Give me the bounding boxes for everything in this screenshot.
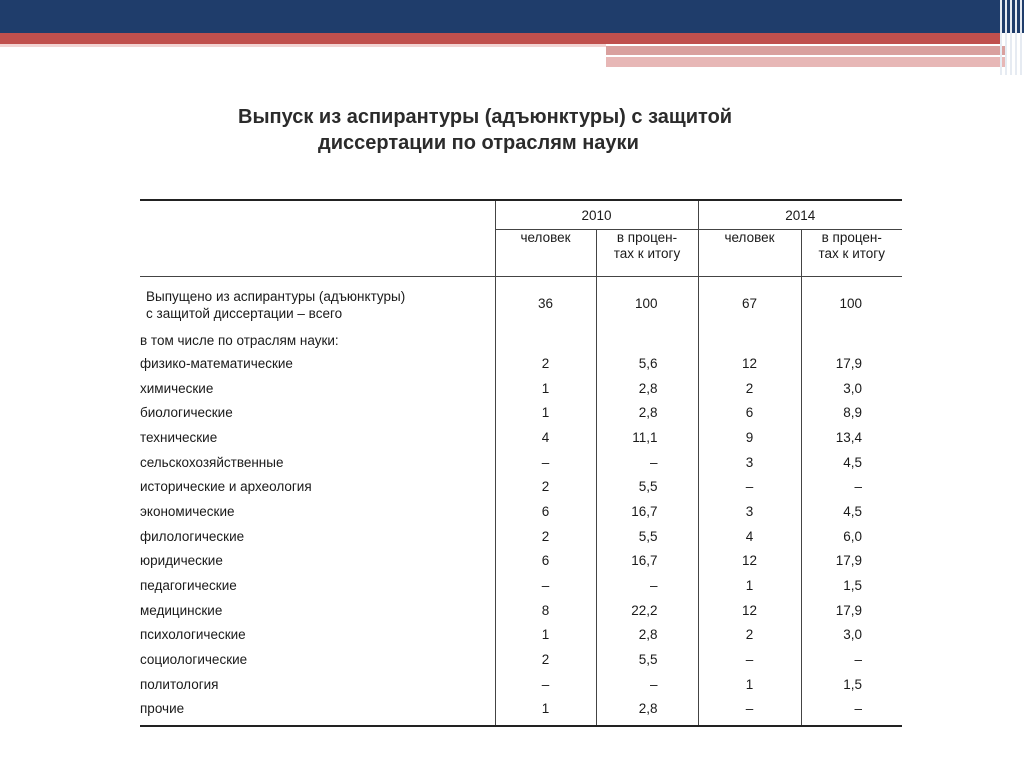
header-bar-pink-2 [606, 57, 1006, 67]
year-header-2010: 2010 [495, 200, 698, 230]
cell-percent-2014: 3,0 [801, 376, 902, 401]
table-row [140, 524, 902, 549]
cell-percent-2014: 4,5 [801, 499, 902, 524]
row-label: юридические [140, 553, 223, 569]
cell-people-2014: 3 [698, 499, 801, 524]
table-row [140, 474, 902, 499]
cell-people-2014: 3 [698, 450, 801, 475]
empty-cell [801, 329, 902, 351]
cell-people-2010: 2 [495, 474, 596, 499]
table-row [140, 549, 902, 574]
header-stripes [998, 0, 1024, 75]
table-row [140, 376, 902, 401]
empty-cell [495, 329, 596, 351]
cell-people-2010: 1 [495, 697, 596, 727]
cell-people-2010: 6 [495, 499, 596, 524]
row-label: психологические [140, 627, 246, 643]
cell-percent-2010: 2,8 [596, 697, 698, 727]
empty-cell [698, 329, 801, 351]
title-line-2: диссертации по отраслям науки [318, 132, 639, 154]
subtitle-row [140, 329, 902, 351]
cell-percent-2010: – [596, 672, 698, 697]
cell-percent-2010: 2,8 [596, 400, 698, 425]
percent-line-1: в процен- [616, 230, 678, 245]
col-header-people-2014: человек [698, 230, 801, 277]
row-label: химические [140, 380, 214, 396]
row-label: экономические [140, 503, 235, 519]
cell-percent-2014: 1,5 [801, 672, 902, 697]
row-label: медицинские [140, 602, 223, 618]
table-row [140, 351, 902, 376]
cell-percent-2010: 2,8 [596, 376, 698, 401]
percent-line-2: тах к итогу [613, 246, 681, 261]
cell-percent-2010: 5,5 [596, 524, 698, 549]
row-label: технические [140, 429, 218, 445]
cell-people-2014: 4 [698, 524, 801, 549]
empty-cell [596, 329, 698, 351]
cell-people-2014: 1 [698, 573, 801, 598]
header-row-years [140, 200, 902, 230]
cell-percent-2010: – [596, 450, 698, 475]
cell-people-2014: 6 [698, 400, 801, 425]
cell-people-2010: – [495, 450, 596, 475]
cell-percent-2014: 17,9 [801, 549, 902, 574]
cell-percent-2014: – [801, 647, 902, 672]
header-bar-red [0, 33, 1000, 44]
col-header-people-2010: человек [495, 230, 596, 277]
percent-line-2: тах к итогу [818, 246, 885, 261]
cell-percent-2010: 11,1 [596, 425, 698, 450]
header-blank-cell [140, 200, 495, 277]
cell-people-2010: 1 [495, 376, 596, 401]
cell-percent-2010: 5,6 [596, 351, 698, 376]
cell-people-2010: 2 [495, 351, 596, 376]
title-line-1: Выпуск из аспирантуры (адъюнктуры) с защитой [238, 106, 733, 128]
cell-people-2010: 2 [495, 524, 596, 549]
cell-percent-2010: 5,5 [596, 647, 698, 672]
cell-people-2010: 8 [495, 598, 596, 623]
row-label: биологические [140, 405, 233, 421]
cell-percent-2010: 22,2 [596, 598, 698, 623]
header-bar-pink-1 [606, 46, 1006, 55]
cell-people-2014: 1 [698, 672, 801, 697]
row-label: политология [140, 676, 219, 692]
table-row [140, 672, 902, 697]
total-label [140, 277, 495, 330]
cell-people-2010: – [495, 573, 596, 598]
cell-percent-2010: 16,7 [596, 499, 698, 524]
table-row [140, 450, 902, 475]
graduates-table [140, 199, 902, 727]
total-percent-2010: 100 [596, 277, 698, 330]
cell-people-2010: 1 [495, 623, 596, 648]
cell-percent-2014: 8,9 [801, 400, 902, 425]
table-row [140, 573, 902, 598]
cell-percent-2010: 16,7 [596, 549, 698, 574]
total-people-2014: 67 [698, 277, 801, 330]
row-label: прочие [140, 701, 185, 717]
cell-percent-2014: – [801, 474, 902, 499]
col-header-percent-2014 [801, 230, 902, 277]
table-row [140, 647, 902, 672]
table-row [140, 598, 902, 623]
cell-people-2014: 12 [698, 351, 801, 376]
cell-percent-2014: 17,9 [801, 351, 902, 376]
cell-people-2010: – [495, 672, 596, 697]
cell-percent-2014: 4,5 [801, 450, 902, 475]
cell-people-2014: 2 [698, 376, 801, 401]
header-bar-pale [0, 44, 606, 47]
cell-percent-2014: 3,0 [801, 623, 902, 648]
row-label: исторические и археология [140, 479, 312, 495]
total-label-line-1: Выпущено из аспирантуры (адъюнктуры) [146, 289, 406, 304]
table-row [140, 499, 902, 524]
header-bar-navy [0, 0, 1024, 33]
table-row [140, 697, 902, 727]
cell-people-2014: 12 [698, 598, 801, 623]
cell-people-2014: 2 [698, 623, 801, 648]
cell-percent-2014: 17,9 [801, 598, 902, 623]
cell-percent-2010: 2,8 [596, 623, 698, 648]
cell-people-2014: – [698, 697, 801, 727]
cell-percent-2010: 5,5 [596, 474, 698, 499]
row-label: филологические [140, 528, 245, 544]
total-percent-2014: 100 [801, 277, 902, 330]
total-row [140, 277, 902, 330]
cell-percent-2010: – [596, 573, 698, 598]
table-row [140, 623, 902, 648]
cell-people-2010: 6 [495, 549, 596, 574]
col-header-percent-2010 [596, 230, 698, 277]
row-label: физико-математические [140, 355, 293, 371]
cell-people-2014: – [698, 647, 801, 672]
row-label: сельскохозяйственные [140, 454, 284, 470]
table-row [140, 425, 902, 450]
row-label: педагогические [140, 578, 237, 594]
cell-people-2010: 2 [495, 647, 596, 672]
cell-percent-2014: – [801, 697, 902, 727]
total-label-line-2: с защитой диссертации – всего [146, 306, 343, 321]
cell-people-2010: 1 [495, 400, 596, 425]
subtitle-label: в том числе по отраслям науки: [140, 332, 339, 348]
percent-line-1: в процен- [821, 230, 882, 245]
cell-people-2014: 9 [698, 425, 801, 450]
year-header-2014: 2014 [698, 200, 902, 230]
cell-percent-2014: 13,4 [801, 425, 902, 450]
cell-percent-2014: 6,0 [801, 524, 902, 549]
cell-people-2010: 4 [495, 425, 596, 450]
cell-percent-2014: 1,5 [801, 573, 902, 598]
table-row [140, 400, 902, 425]
row-label: социологические [140, 652, 248, 668]
total-people-2010: 36 [495, 277, 596, 330]
cell-people-2014: – [698, 474, 801, 499]
cell-people-2014: 12 [698, 549, 801, 574]
